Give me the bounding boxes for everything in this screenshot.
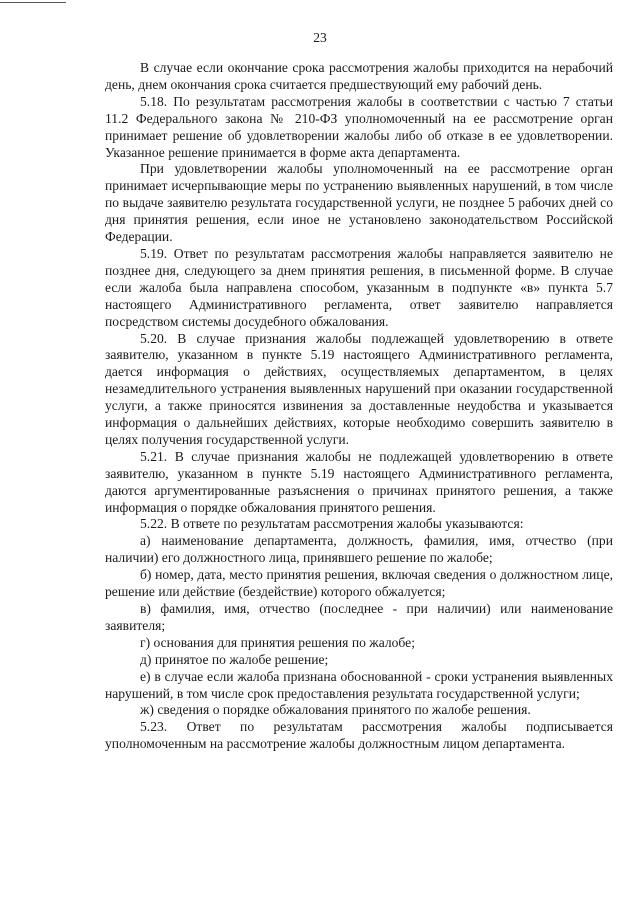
paragraph-satisfaction-measures: При удовлетворении жалобы уполномоченный на ее рассмотрение орган принимает исчерпывающие меры по устранению выявленных нарушений, в том числе по выдаче заявителю результата государственной услуги, не позднее 5 рабочих дней со дня принятия решения, если иное не установлено законодательством Российской Федерации. (105, 161, 613, 245)
paragraph-5-21: 5.21. В случае признания жалобы не подлежащей удовлетворению в ответе заявителю, указанном в пункте 5.19 настоящего Административного регламента, даются аргументированные разъяснения о причинах принятого решения, а также информация о порядке обжалования принятого решения. (105, 448, 613, 515)
list-item-v: в) фамилия, имя, отчество (последнее - при наличии) или наименование заявителя; (105, 601, 613, 633)
page-number: 23 (313, 30, 327, 45)
scan-corner-line (0, 2, 66, 3)
list-item-a: а) наименование департамента, должность, фамилия, имя, отчество (при наличии) его должностного лица, принявшего решение по жалобе; (105, 533, 613, 566)
paragraph-5-20: 5.20. В случае признания жалобы подлежащей удовлетворению в ответе заявителю, указанном в пункте 5.19 настоящего Административного регламента, дается информация о действиях, осуществляемых департаментом, в целях незамедлительного устранения выявленных нарушений при оказании государственной услуги, а также приносятся извинения за доставленные неудобства и указывается информация о дальнейших действиях, которые необходимо совершить заявителю в целях получения государственной услуги. (105, 330, 613, 447)
paragraph-5-19: 5.19. Ответ по результатам рассмотрения жалобы направляется заявителю не позднее дня, следующего за днем принятия решения, в письменной форме. В случае если жалоба была направлена способом, указанным в подпункте «в» пункта 5.7 настоящего Административного регламента, ответ заявителю направляется посредством системы досудебного обжалования. (105, 245, 613, 329)
document-body (105, 60, 613, 753)
paragraph-5-18: 5.18. По результатам рассмотрения жалобы в соответствии с частью 7 статьи 11.2 Федерального закона № 210-ФЗ уполномоченный на ее рассмотрение орган принимает решение об удовлетворении жалобы либо об отказе в ее удовлетворении. Указанное решение принимается в форме акта департамента. (105, 93, 613, 160)
paragraph-deadline-nonworking-day: В случае если окончание срока рассмотрения жалобы приходится на нерабочий день, днем окончания срока считается предшествующий ему рабочий день. (105, 60, 613, 92)
list-item-e: е) в случае если жалоба признана обоснованной - сроки устранения выявленных нарушений, в том числе срок предоставления результата государственной услуги; (105, 668, 613, 701)
list-item-d: д) принятое по жалобе решение; (140, 651, 329, 667)
paragraph-5-22: 5.22. В ответе по результатам рассмотрения жалобы указываются: (140, 516, 524, 532)
list-item-b: б) номер, дата, место принятия решения, включая сведения о должностном лице, решение или действие (бездействие) которого обжалуется; (105, 567, 613, 600)
paragraph-5-23: 5.23. Ответ по результатам рассмотрения жалобы подписывается уполномоченным на рассмотрение жалобы должностным лицом департамента. (105, 719, 613, 752)
list-item-zh: ж) сведения о порядке обжалования принятого по жалобе решения. (140, 702, 531, 718)
list-item-g: г) основания для принятия решения по жалобе; (140, 634, 415, 650)
